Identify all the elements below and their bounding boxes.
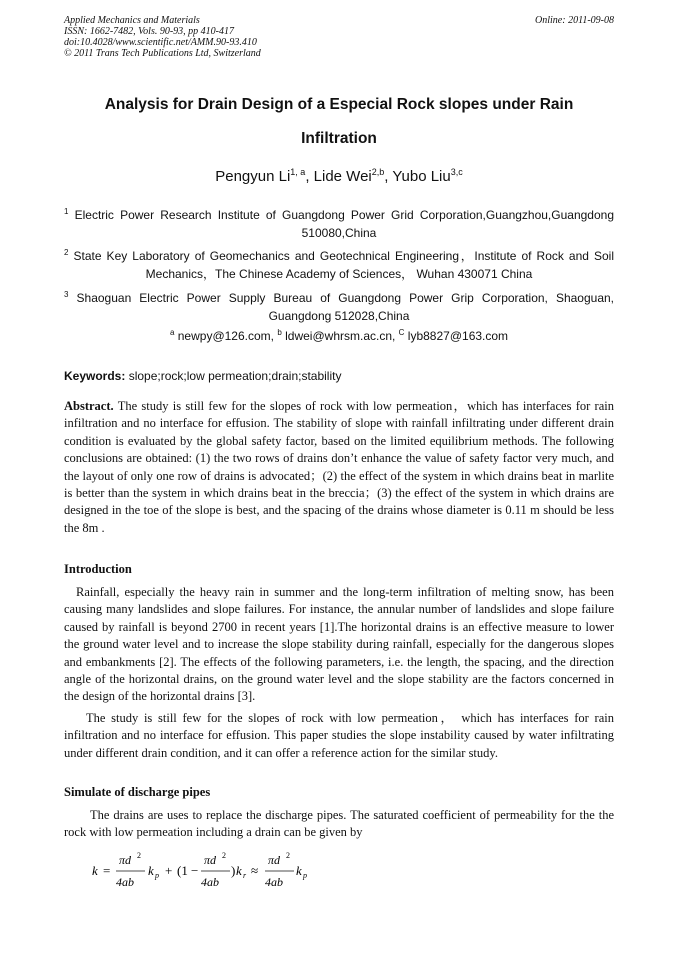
eq-num-1: πd <box>119 853 132 867</box>
eq-sub-p-1: p <box>155 871 159 880</box>
journal-name: Applied Mechanics and Materials <box>64 15 200 26</box>
eq-sub-p-3: p <box>303 871 307 880</box>
eq-sq-2: 2 <box>222 851 226 860</box>
author-name: Pengyun Li <box>215 168 291 185</box>
email-sup: C <box>398 328 405 337</box>
affiliation-sup: 3 <box>64 290 69 299</box>
eq-num-3: πd <box>268 853 281 867</box>
introduction-heading: Introduction <box>64 562 132 576</box>
doi-line: doi:10.4028/www.scientific.net/AMM.90-93.410 <box>64 37 257 48</box>
eq-kp-3: k <box>296 863 302 878</box>
introduction-paragraph-1: Rainfall, especially the heavy rain in summer and the long-term infiltration of melting snow, has been causing many landslides and slope failures. For instance, the annular number of landslides and slope failure caused by rainfall is beyond 2700 in recent years [1].The horizontal drains is an effective measure to lower the ground water level and to increase the slope stability during rainfall, especially for the dangerous slopes and embankments [2]. The effects of the following parameters, i.e. the length, the spacing, and the direction angle of the horizontal drains, on the ground water level and the slope stability are the factors concerned in the design of the horizontal drains [3]. <box>64 585 614 704</box>
eq-close: ) <box>231 863 236 878</box>
eq-den-3: 4ab <box>265 875 283 889</box>
eq-num-2: πd <box>204 853 217 867</box>
abstract-label: Abstract. <box>64 399 114 413</box>
page-header <box>64 15 614 59</box>
title-line-2: Infiltration <box>301 130 377 147</box>
abstract-text: The study is still few for the slopes of rock with low permeation，which has interfaces for rain infiltration and no interface for effusion. The stability of slope with rainfall infiltrating under different drain condition is evaluated by the global safety factor, based on the limited equilibrium methods. The following conclusions are obtained: (1) the two rows of drains don’t enhance the value of safety factor very much, and the layout of only one row of drains is advocated；(2) the effect of the system in which drains beat in marlite is better than the system in which drains beat in the breccia；(3) the effect of the system in which drains are designed in the toe of the slope is best, and the spacing of the drains whose diameter is 0.11 m should be less the 8m . <box>64 399 614 535</box>
eq-den-1: 4ab <box>116 875 134 889</box>
affiliation-sup: 1 <box>64 207 69 216</box>
eq-approx: ≈ <box>251 863 259 878</box>
eq-minus: − <box>191 863 199 878</box>
affiliation-text: Shaoguan Electric Power Supply Bureau of Guangdong Power Grip Corporation, Shaoguan, Guangdong 512028,China <box>76 291 614 323</box>
eq-den-2: 4ab <box>201 875 219 889</box>
affiliation-text: State Key Laboratory of Geomechanics and Geotechnical Engineering，Institute of Rock and Soil Mechanics，The Chinese Academy of Sciences， Wuhan 430071 China <box>73 249 614 281</box>
eq-kr: k <box>236 863 242 878</box>
email-sup: a <box>169 328 175 337</box>
title-line-1: Analysis for Drain Design of a Especial Rock slopes under Rain <box>104 96 574 113</box>
online-date: Online: 2011-09-08 <box>535 15 614 26</box>
eq-equals: = <box>103 863 111 878</box>
affiliation-2 <box>64 244 614 283</box>
author-sup: 1, a <box>290 167 306 177</box>
eq-k: k <box>92 863 98 878</box>
email-c: lyb8827@163.com <box>407 329 509 343</box>
affiliation-text: Electric Power Research Institute of Guangdong Power Grid Corporation,Guangzhou,Guangdong 510080,China <box>74 208 614 240</box>
copyright-line: © 2011 Trans Tech Publications Ltd, Switzerland <box>64 48 261 59</box>
eq-sub-r: r <box>243 871 247 880</box>
paper-title <box>64 88 614 156</box>
email-list: $^a$ newpy@126.com, $^b$ ldwei@whrsm.ac.cn, $^C$ lyb8827@163.com <box>169 328 509 343</box>
permeability-equation <box>92 850 312 892</box>
keywords-label: Keywords: <box>64 369 126 383</box>
author-sup: 3,c <box>450 167 463 177</box>
keywords-text: slope;rock;low permeation;drain;stability <box>128 369 342 383</box>
email-sup: b <box>277 328 282 337</box>
eq-kp-1: k <box>148 863 154 878</box>
eq-one: (1 <box>177 863 188 878</box>
author-name: Yubo Liu <box>392 168 451 185</box>
author-sup: 2,b <box>371 167 385 177</box>
keywords <box>64 369 614 383</box>
affiliation-3 <box>64 286 614 325</box>
issn-line: ISSN: 1662-7482, Vols. 90-93, pp 410-417 <box>64 26 234 37</box>
email-b: ldwei@whrsm.ac.cn <box>285 329 392 343</box>
author-list: Pengyun Li$^{1, a}$, Lide Wei$^{2,b}$, Yubo Liu$^{3,c}$ <box>215 167 463 185</box>
affiliation-sup: 2 <box>64 248 69 257</box>
abstract <box>64 398 614 537</box>
eq-sq-3: 2 <box>286 851 290 860</box>
eq-sq-1: 2 <box>137 851 141 860</box>
author-name: Lide Wei <box>313 168 372 185</box>
email-a: newpy@126.com <box>177 329 271 343</box>
introduction-paragraph-2: The study is still few for the slopes of rock with low permeation， which has interfaces for rain infiltration and no interface for effusion. This paper studies the slope instability caused by water infiltrating under different drain condition, and it can offer a reference action for the similar study. <box>64 711 614 760</box>
eq-plus: + <box>165 863 173 878</box>
section-paragraph: The drains are uses to replace the discharge pipes. The saturated coefficient of permeability for the the rock with low permeation including a drain can be given by <box>64 808 614 840</box>
section-heading-discharge-pipes: Simulate of discharge pipes <box>64 785 211 799</box>
affiliation-1 <box>64 203 614 242</box>
